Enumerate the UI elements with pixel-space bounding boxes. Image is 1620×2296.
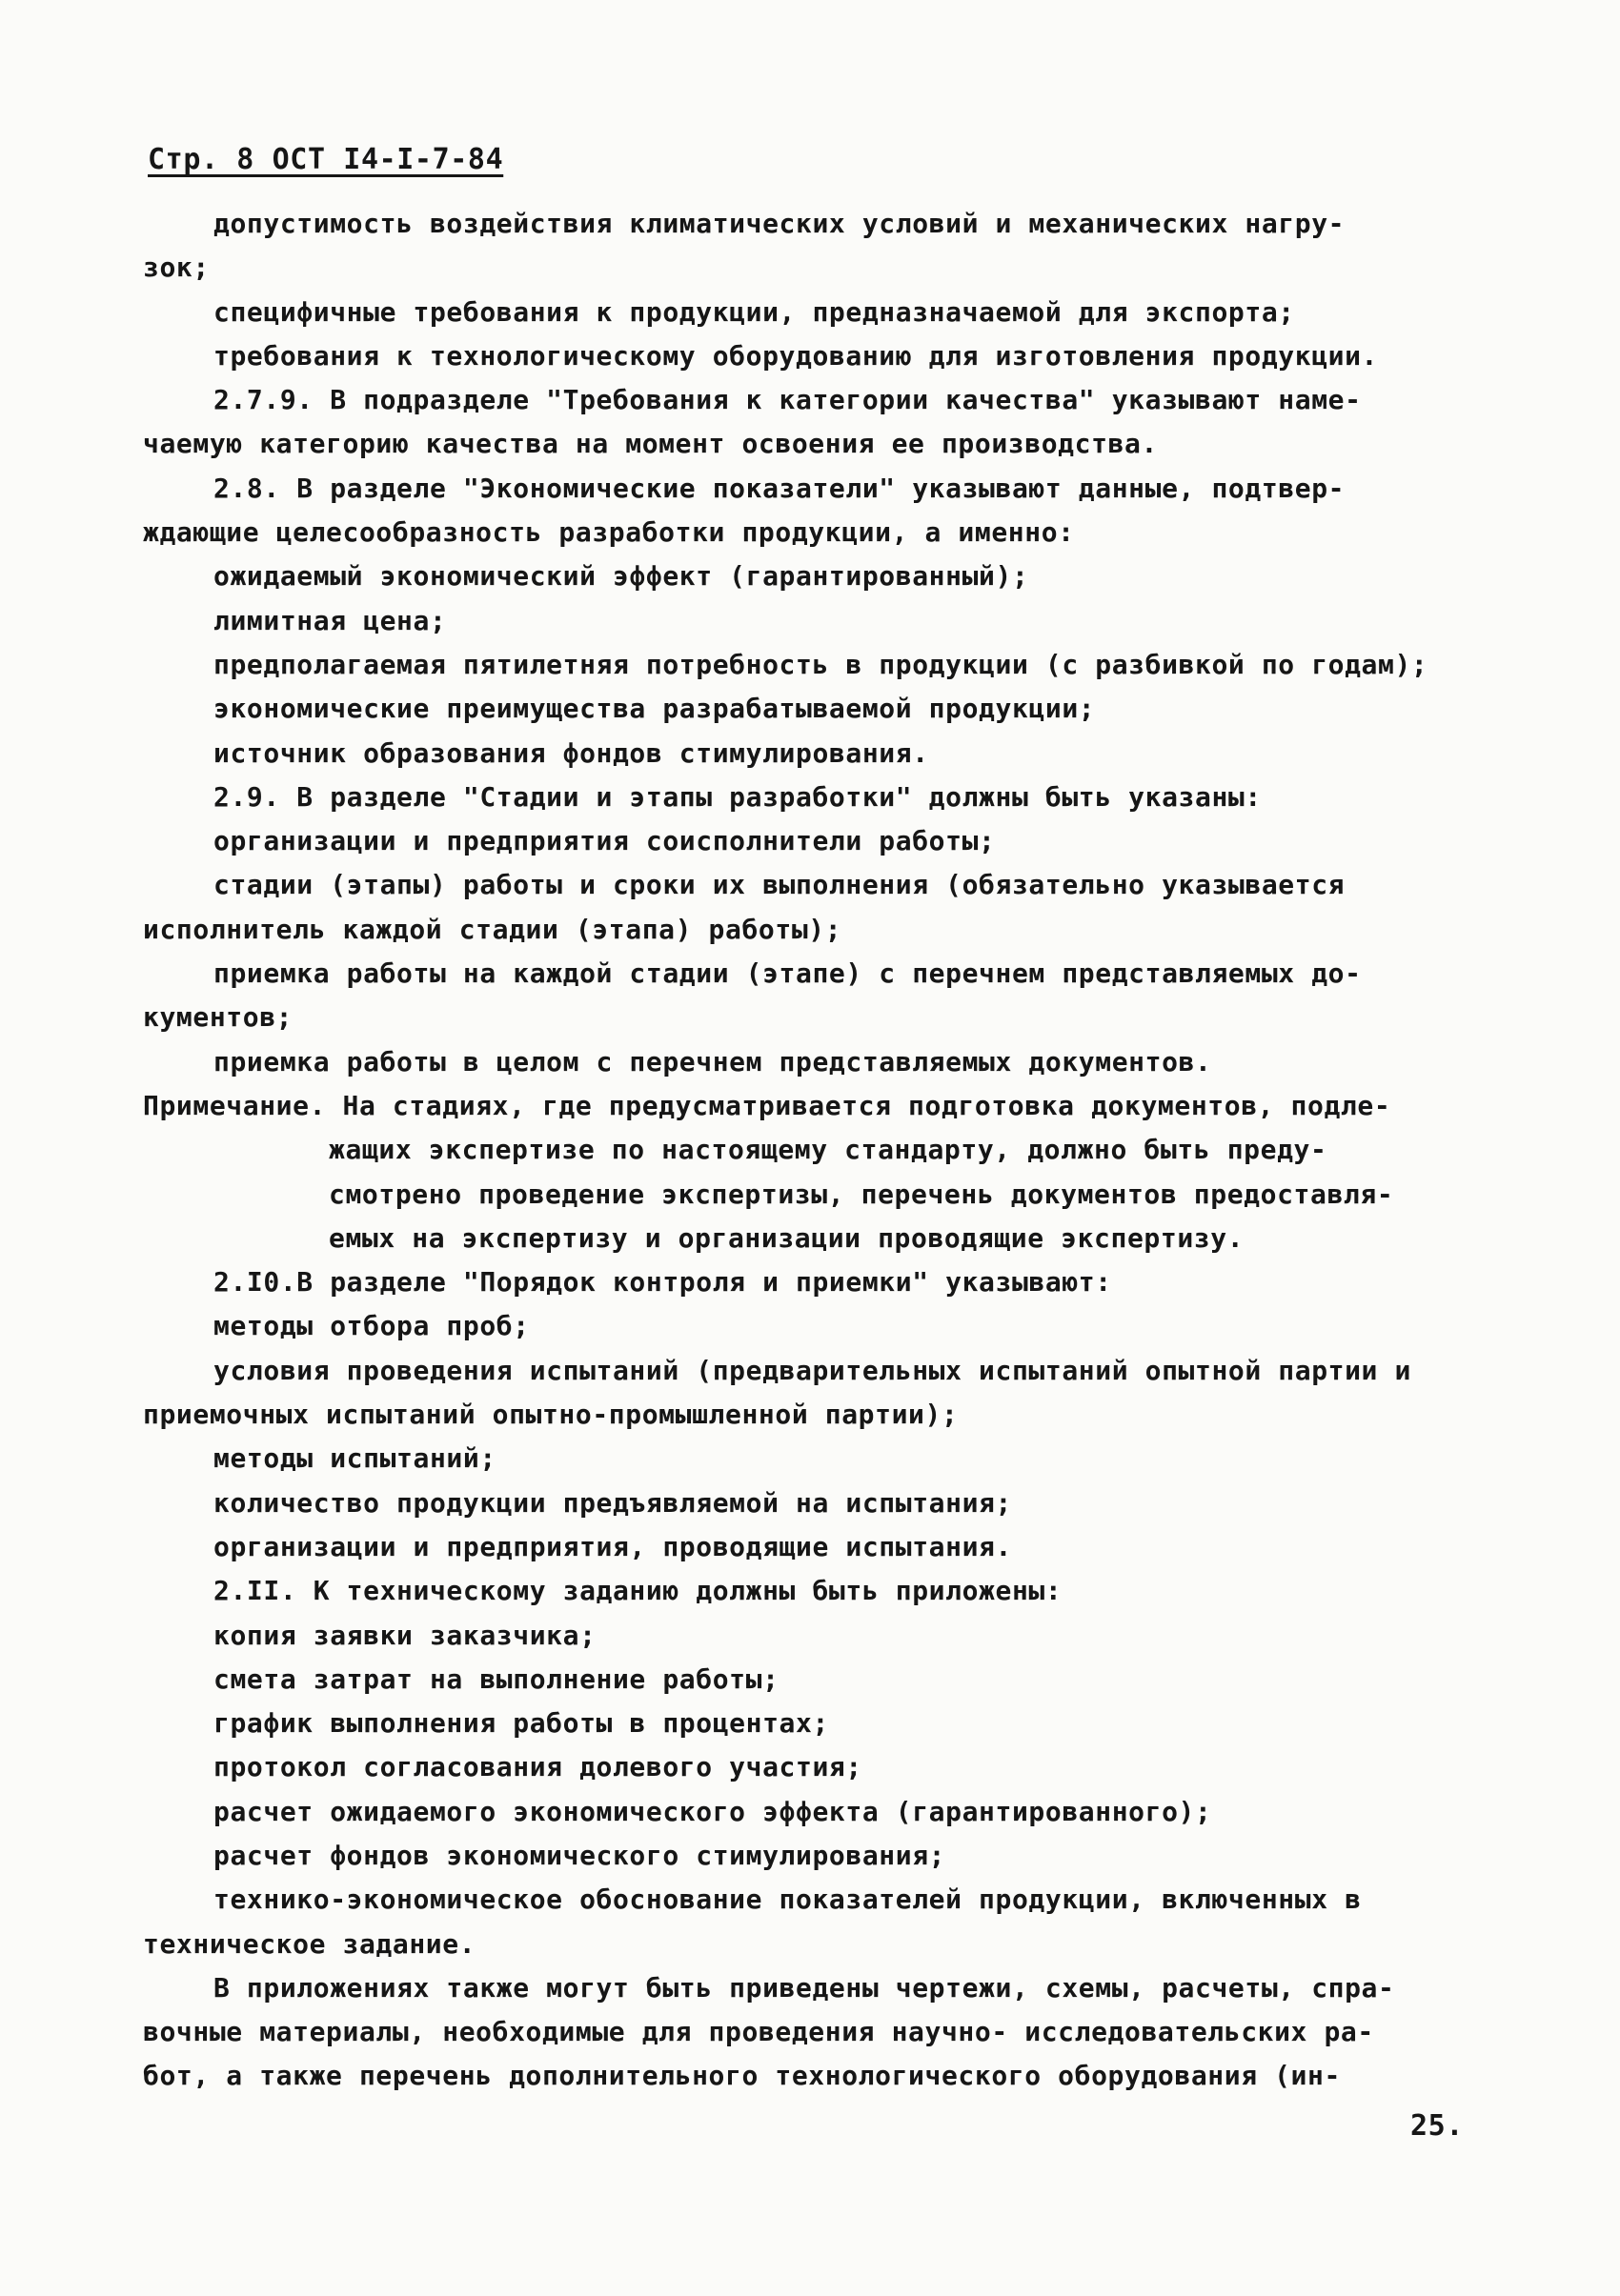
text-line: график выполнения работы в процентах; (213, 1707, 829, 1740)
text-line: техническое задание. (143, 1927, 476, 1960)
text-line: экономические преимущества разрабатываемой продукции; (213, 693, 1096, 725)
text-line: вочные материалы, необходимые для проведения научно- исследовательских ра- (143, 2016, 1374, 2048)
document-body (143, 202, 1496, 2099)
text-line: В приложениях также могут быть приведены чертежи, схемы, расчеты, спра- (213, 1971, 1395, 2004)
text-line: методы отбора проб; (213, 1310, 530, 1342)
text-line: бот, а также перечень дополнительного технологического оборудования (ин- (143, 2060, 1341, 2092)
text-line: количество продукции предъявляемой на испытания; (213, 1486, 1012, 1519)
text-line: предполагаемая пятилетняя потребность в продукции (с разбивкой по годам); (213, 648, 1428, 680)
text-line: чаемую категорию качества на момент освоения ее производства. (143, 428, 1158, 460)
text-line: 2.9. В разделе "Стадии и этапы разработки" должны быть указаны: (213, 780, 1262, 813)
text-line: организации и предприятия соисполнители работы; (213, 825, 996, 857)
text-line: расчет фондов экономического стимулирования; (213, 1839, 946, 1871)
text-line: жащих экспертизе по настоящему стандарту, должно быть преду- (329, 1134, 1327, 1166)
text-line: 2.II. К техническому заданию должны быть приложены: (213, 1575, 1063, 1607)
page-header: Стр. 8 ОСТ I4-I-7-84 (148, 143, 504, 176)
text-line: кументов; (143, 1001, 294, 1034)
text-line: 2.7.9. В подразделе "Требования к категории качества" указывают наме- (213, 384, 1362, 416)
text-line: требования к технологическому оборудованию для изготовления продукции. (213, 339, 1379, 372)
text-line: копия заявки заказчика; (213, 1619, 597, 1651)
text-line: смета затрат на выполнение работы; (213, 1662, 780, 1695)
text-line: смотрено проведение экспертизы, перечень документов предоставля- (329, 1178, 1394, 1210)
text-line: 2.8. В разделе "Экономические показатели" указывают данные, подтвер- (213, 472, 1346, 504)
text-line: стадии (этапы) работы и сроки их выполнения (обязательно указывается (213, 869, 1346, 901)
text-line: ждающие целесообразность разработки продукции, а именно: (143, 516, 1075, 549)
text-line: приемка работы в целом с перечнем представляемых документов. (213, 1045, 1212, 1078)
text-line: протокол согласования долевого участия; (213, 1751, 862, 1783)
text-line: Примечание. На стадиях, где предусматривается подготовка документов, подле- (143, 1089, 1391, 1121)
text-line: специфичные требования к продукции, предназначаемой для экспорта; (213, 295, 1295, 328)
text-line: 2.I0.В разделе "Порядок контроля и приемки" указывают: (213, 1266, 1112, 1299)
text-line: приемка работы на каждой стадии (этапе) с перечнем представляемых до- (213, 957, 1362, 990)
page-number: 25. (1410, 2109, 1464, 2143)
text-line: зок; (143, 252, 210, 284)
text-line: методы испытаний; (213, 1442, 496, 1475)
text-line: приемочных испытаний опытно-промышленной партии); (143, 1399, 959, 1431)
text-line: организации и предприятия, проводящие испытания. (213, 1530, 1012, 1562)
text-line: расчет ожидаемого экономического эффекта (гарантированного); (213, 1795, 1212, 1827)
text-line: допустимость воздействия климатических условий и механических нагру- (213, 208, 1346, 239)
text-line: технико-экономическое обоснование показателей продукции, включенных в (213, 1883, 1362, 1916)
text-line: лимитная цена; (213, 604, 447, 636)
text-line: ожидаемый экономический эффект (гарантированный); (213, 560, 1029, 593)
text-line: емых на экспертизу и организации проводящие экспертизу. (329, 1221, 1245, 1254)
text-line: источник образования фондов стимулирования. (213, 736, 929, 769)
text-line: условия проведения испытаний (предварительных испытаний опытной партии и (213, 1354, 1411, 1386)
text-line: исполнитель каждой стадии (этапа) работы); (143, 913, 842, 945)
